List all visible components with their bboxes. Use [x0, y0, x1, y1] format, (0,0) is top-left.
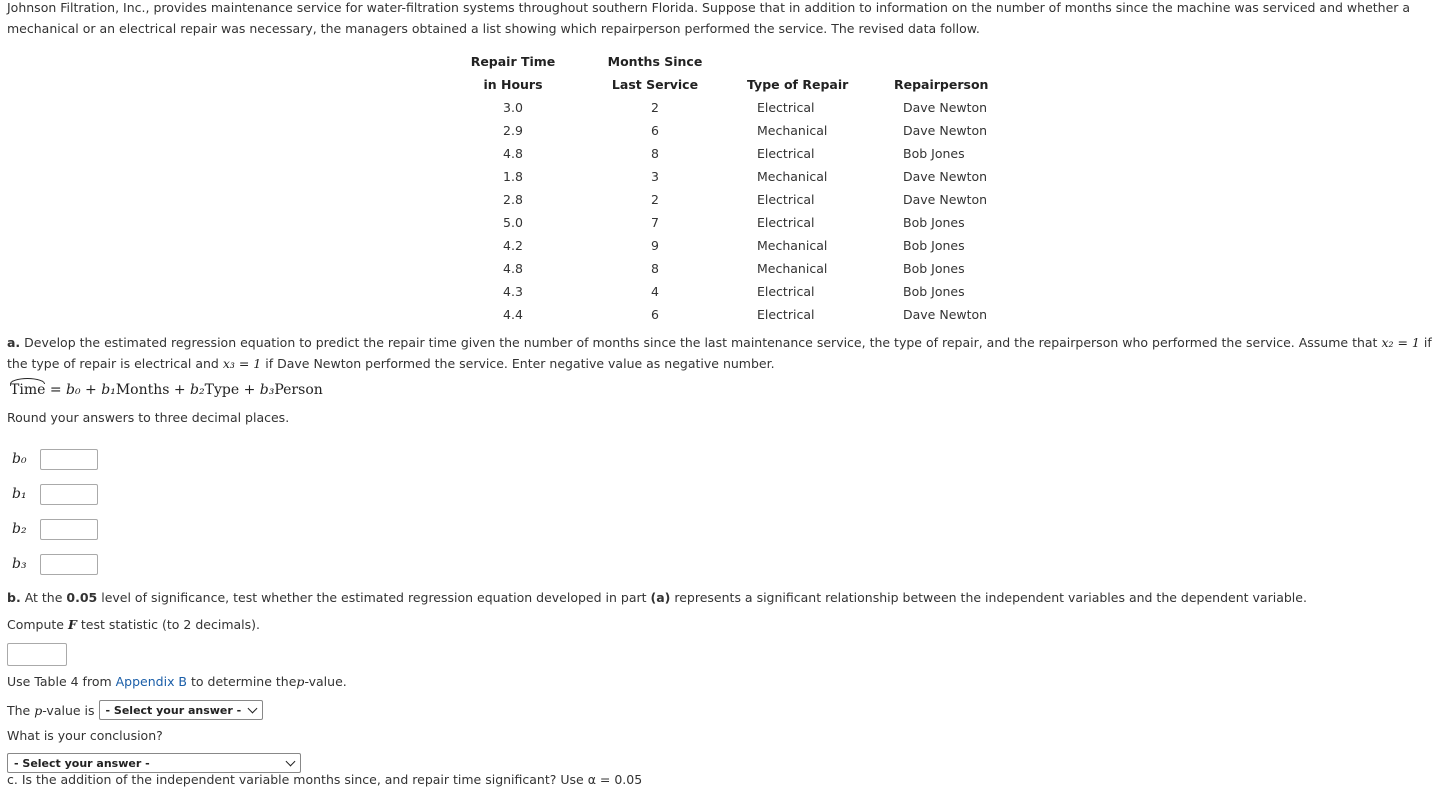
- cell-person: Bob Jones: [903, 238, 965, 253]
- use-table-text-2: to determine the: [191, 674, 297, 689]
- part-c-text: c. Is the addition of the independent variable months since, and repair time significant? Use α = 0.05: [7, 772, 643, 787]
- regression-equation: [10, 382, 323, 398]
- coef-row-b2: [12, 517, 98, 541]
- table-row: [443, 96, 1011, 119]
- cell-months: 7: [651, 215, 659, 230]
- coef-row-b1: [12, 482, 98, 506]
- table-row: [443, 280, 1011, 303]
- part-a-text-1: Develop the estimated regression equation to predict the repair time given the number of months since the last maintenance service, the type of repair, and the repairperson who performed the service. Assume that: [24, 335, 1378, 350]
- round-note: Round your answers to three decimal places.: [7, 410, 290, 425]
- equation-b2: + b₂: [169, 382, 205, 398]
- cell-type: Electrical: [757, 146, 815, 161]
- header-repair-time-1: Repair Time: [470, 54, 556, 69]
- header-repair-time-2: in Hours: [483, 77, 543, 92]
- cell-type: Electrical: [757, 100, 815, 115]
- cell-type: Electrical: [757, 192, 815, 207]
- table-row: [443, 211, 1011, 234]
- part-a-text-2: if the type of repair is electrical and: [7, 335, 1432, 371]
- part-c-cutoff-text: [7, 772, 827, 787]
- cell-type: Electrical: [757, 215, 815, 230]
- appendix-b-link[interactable]: Appendix B: [115, 674, 188, 689]
- coef-label-b2: b₂: [12, 521, 27, 537]
- cell-time: 4.2: [503, 238, 523, 253]
- pvalue-text-2: -value is: [42, 702, 95, 718]
- cell-person: Bob Jones: [903, 146, 965, 161]
- cell-type: Electrical: [757, 284, 815, 299]
- part-b-label: b.: [7, 590, 21, 605]
- cell-months: 2: [651, 192, 659, 207]
- cell-months: 8: [651, 146, 659, 161]
- cell-type: Mechanical: [757, 261, 828, 276]
- conclusion-question: What is your conclusion?: [7, 728, 163, 743]
- table-row: [443, 119, 1011, 142]
- table-row: [443, 165, 1011, 188]
- cell-months: 9: [651, 238, 659, 253]
- p-value-row: [7, 700, 263, 720]
- table-row: [443, 257, 1011, 280]
- header-person: Repairperson: [894, 77, 989, 92]
- cell-type: Mechanical: [757, 123, 828, 138]
- pvalue-text-1: The: [7, 702, 31, 718]
- cell-person: Dave Newton: [903, 192, 988, 207]
- cell-type: Mechanical: [757, 238, 828, 253]
- cell-time: 4.8: [503, 261, 523, 276]
- part-a-label: a.: [7, 335, 21, 350]
- chevron-down-icon: [247, 703, 257, 713]
- use-table-text-3: -value.: [304, 674, 347, 689]
- cell-time: 4.8: [503, 146, 523, 161]
- cell-person: Bob Jones: [903, 261, 965, 276]
- cell-person: Dave Newton: [903, 307, 988, 322]
- cell-months: 3: [651, 169, 659, 184]
- p-value-select-label: - Select your answer -: [105, 703, 242, 717]
- alpha-value: 0.05: [66, 590, 98, 605]
- header-row-2: [443, 73, 1011, 96]
- part-b-text-1: At the: [24, 590, 63, 605]
- chevron-down-icon: [286, 756, 296, 766]
- use-table-note: [7, 674, 347, 689]
- part-b-text-2: level of significance, test whether the estimated regression equation developed in part: [101, 590, 647, 605]
- coef-label-b0: b₀: [12, 451, 27, 467]
- cell-time: 2.8: [503, 192, 523, 207]
- cell-months: 6: [651, 123, 659, 138]
- header-months-1: Months Since: [607, 54, 703, 69]
- cell-time: 4.3: [503, 284, 523, 299]
- b2-input[interactable]: [40, 519, 98, 540]
- x2-equation: x₂ = 1: [1381, 335, 1420, 350]
- table-row: [443, 188, 1011, 211]
- table-row: [443, 234, 1011, 257]
- f-symbol: F: [68, 617, 77, 632]
- part-a-question: [7, 332, 1443, 374]
- equation-months: Months: [115, 382, 170, 398]
- equation-lhs-time: Time: [10, 382, 46, 398]
- table-row: [443, 142, 1011, 165]
- data-table: [443, 50, 1011, 326]
- part-b-text-3: represents a significant relationship between the independent variables and the dependent variable.: [674, 590, 1307, 605]
- equation-b0-b1: = b₀ + b₁: [45, 382, 116, 398]
- compute-text-2: test statistic (to 2 decimals).: [80, 617, 260, 632]
- cell-months: 4: [651, 284, 659, 299]
- b0-input[interactable]: [40, 449, 98, 470]
- cell-months: 6: [651, 307, 659, 322]
- header-type: Type of Repair: [747, 77, 849, 92]
- coef-label-b3: b₃: [12, 556, 27, 572]
- cell-person: Bob Jones: [903, 215, 965, 230]
- coef-row-b3: [12, 552, 98, 576]
- table-row: [443, 303, 1011, 326]
- equation-type: Type: [204, 382, 240, 398]
- b1-input[interactable]: [40, 484, 98, 505]
- cell-months: 8: [651, 261, 659, 276]
- coef-row-b0: [12, 447, 98, 471]
- cell-time: 2.9: [503, 123, 523, 138]
- intro-paragraph: Johnson Filtration, Inc., provides maintenance service for water-filtration systems throughout southern Florida. Suppose that in addition to information on the number of months since the machine was serviced and whether a mechanical or an electrical repair was necessary, the managers obtained a list showing which repairperson performed the service. The revised data follow.: [7, 0, 1411, 36]
- x3-equation: x₃ = 1: [222, 356, 262, 371]
- part-b-question: [7, 590, 1307, 605]
- conclusion-select[interactable]: [7, 753, 301, 773]
- cell-person: Dave Newton: [903, 100, 988, 115]
- cell-time: 4.4: [503, 307, 523, 322]
- equation-b3: + b₃: [239, 382, 275, 398]
- cell-time: 5.0: [503, 215, 523, 230]
- compute-text-1: Compute: [7, 617, 65, 632]
- f-statistic-input[interactable]: [7, 643, 67, 666]
- header-months-2: Last Service: [611, 77, 699, 92]
- cell-person: Dave Newton: [903, 169, 988, 184]
- coef-label-b1: b₁: [12, 486, 27, 502]
- cell-person: Dave Newton: [903, 123, 988, 138]
- p-value-select[interactable]: [99, 700, 263, 720]
- p-symbol: p: [296, 674, 305, 689]
- use-table-text-1: Use Table 4 from: [7, 674, 112, 689]
- cell-time: 3.0: [503, 100, 523, 115]
- cell-type: Electrical: [757, 307, 815, 322]
- cell-time: 1.8: [503, 169, 523, 184]
- cell-type: Mechanical: [757, 169, 828, 184]
- part-a-text-3: if Dave Newton performed the service. Enter negative value as negative number.: [265, 356, 775, 371]
- b3-input[interactable]: [40, 554, 98, 575]
- cell-months: 2: [651, 100, 659, 115]
- equation-person: Person: [274, 382, 323, 398]
- part-ref: (a): [650, 590, 671, 605]
- conclusion-select-label: - Select your answer -: [14, 756, 150, 770]
- cell-person: Bob Jones: [903, 284, 965, 299]
- p-symbol-2: p: [34, 702, 43, 718]
- compute-f-prompt: [7, 617, 260, 632]
- header-row-1: [443, 50, 1011, 73]
